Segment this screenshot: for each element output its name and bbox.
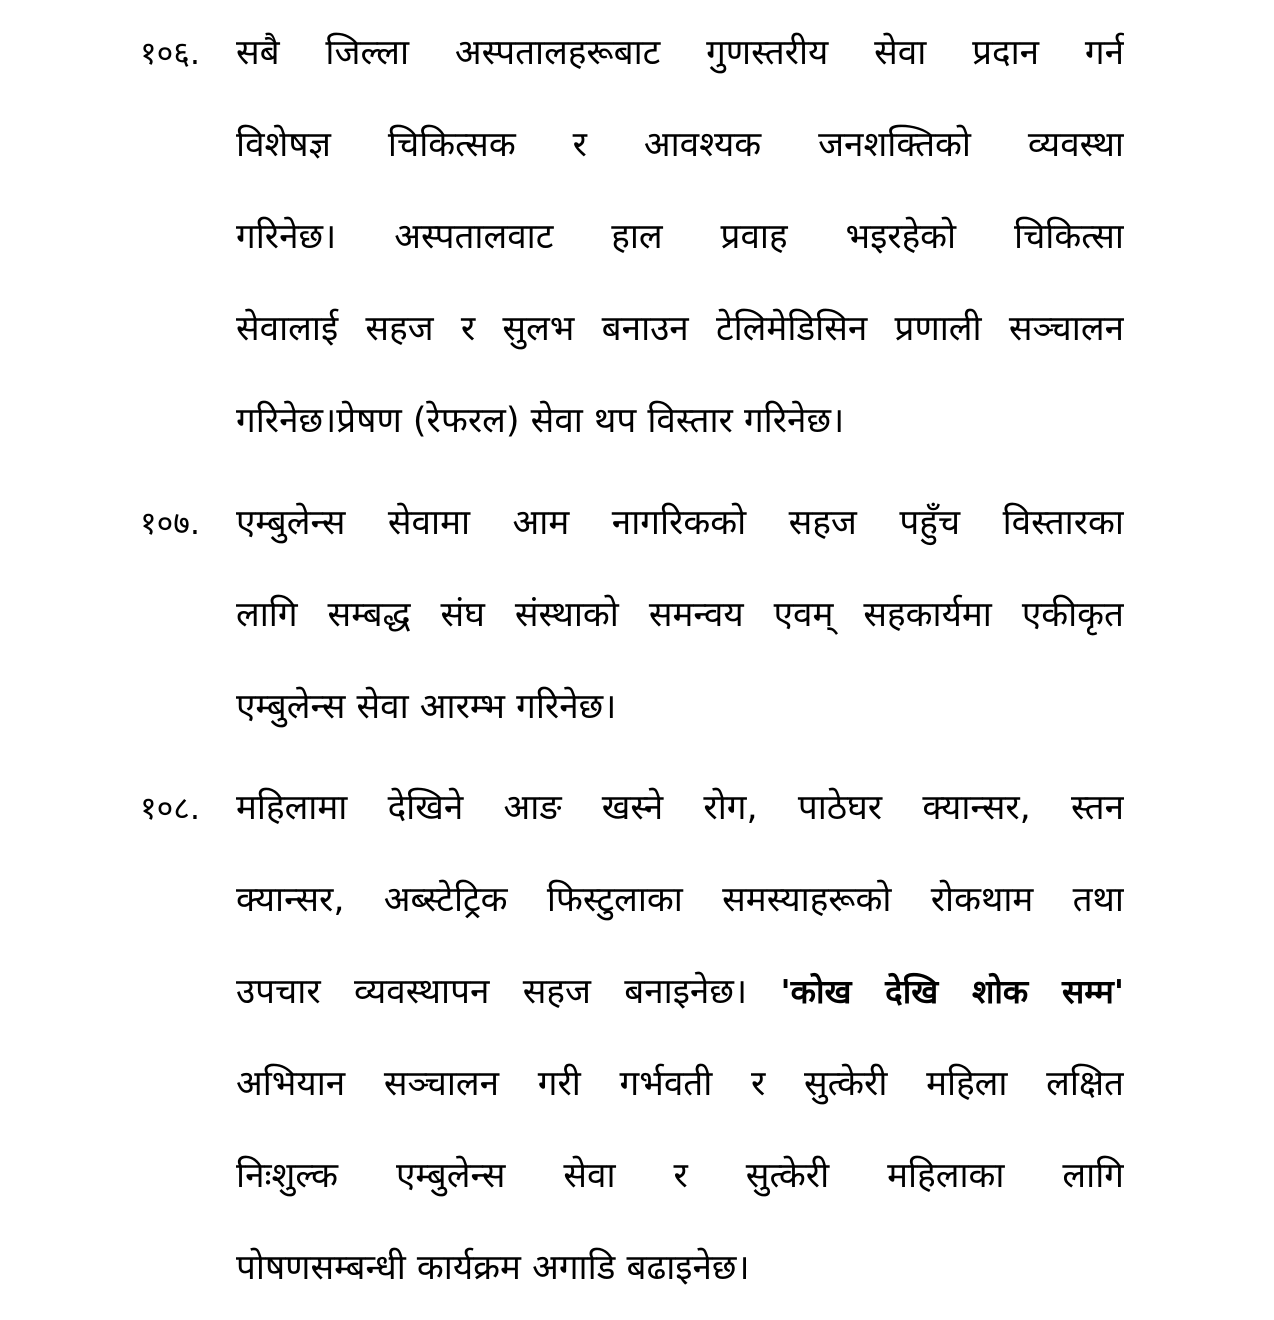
paragraph-line: पोषणसम्बन्धी कार्यक्रम अगाडि बढाइनेछ। xyxy=(236,1248,750,1288)
paragraph-line: गरिनेछ।प्रेषण (रेफरल) सेवा थप विस्तार गरिनेछ। xyxy=(236,401,845,441)
paragraph-line: लागि सम्बद्ध संघ संस्थाको समन्वय एवम् सहकार्यमा एकीकृत xyxy=(236,595,1124,635)
paragraph-line: सबै जिल्ला अस्पतालहरूबाट गुणस्तरीय सेवा प्रदान गर्न xyxy=(236,33,1124,73)
paragraph-line: अभियान सञ्चालन गरी गर्भवती र सुत्केरी महिला लक्षित xyxy=(236,1064,1124,1104)
paragraph-line: विशेषज्ञ चिकित्सक र आवश्यक जनशक्तिको व्यवस्था xyxy=(236,125,1124,165)
campaign-name: 'कोख देखि शोक सम्म' xyxy=(780,972,1124,1011)
paragraph-number: १०८. xyxy=(140,789,201,827)
paragraph-number: १०७. xyxy=(140,504,201,542)
paragraph-line: महिलामा देखिने आङ खस्ने रोग, पाठेघर क्यान्सर, स्तन xyxy=(236,788,1124,828)
paragraph-line: सेवालाई सहज र सुलभ बनाउन टेलिमेडिसिन प्रणाली सञ्चालन xyxy=(236,309,1124,349)
paragraph-line: एम्बुलेन्स सेवामा आम नागरिकको सहज पहुँच विस्तारका xyxy=(236,503,1124,543)
paragraph-line-mixed xyxy=(236,946,1124,1038)
paragraph-number: १०६. xyxy=(140,34,201,72)
paragraph-line: निःशुल्क एम्बुलेन्स सेवा र सुत्केरी महिलाका लागि xyxy=(236,1156,1124,1196)
paragraph-line: गरिनेछ। अस्पतालवाट हाल प्रवाह भइरहेको चिकित्सा xyxy=(236,217,1124,257)
paragraph-text: उपचार व्यवस्थापन सहज बनाइनेछ। xyxy=(236,972,748,1012)
paragraph-line: क्यान्सर, अब्स्टेट्रिक फिस्टुलाका समस्याहरूको रोकथाम तथा xyxy=(236,880,1124,920)
paragraph-line: एम्बुलेन्स सेवा आरम्भ गरिनेछ। xyxy=(236,687,617,727)
